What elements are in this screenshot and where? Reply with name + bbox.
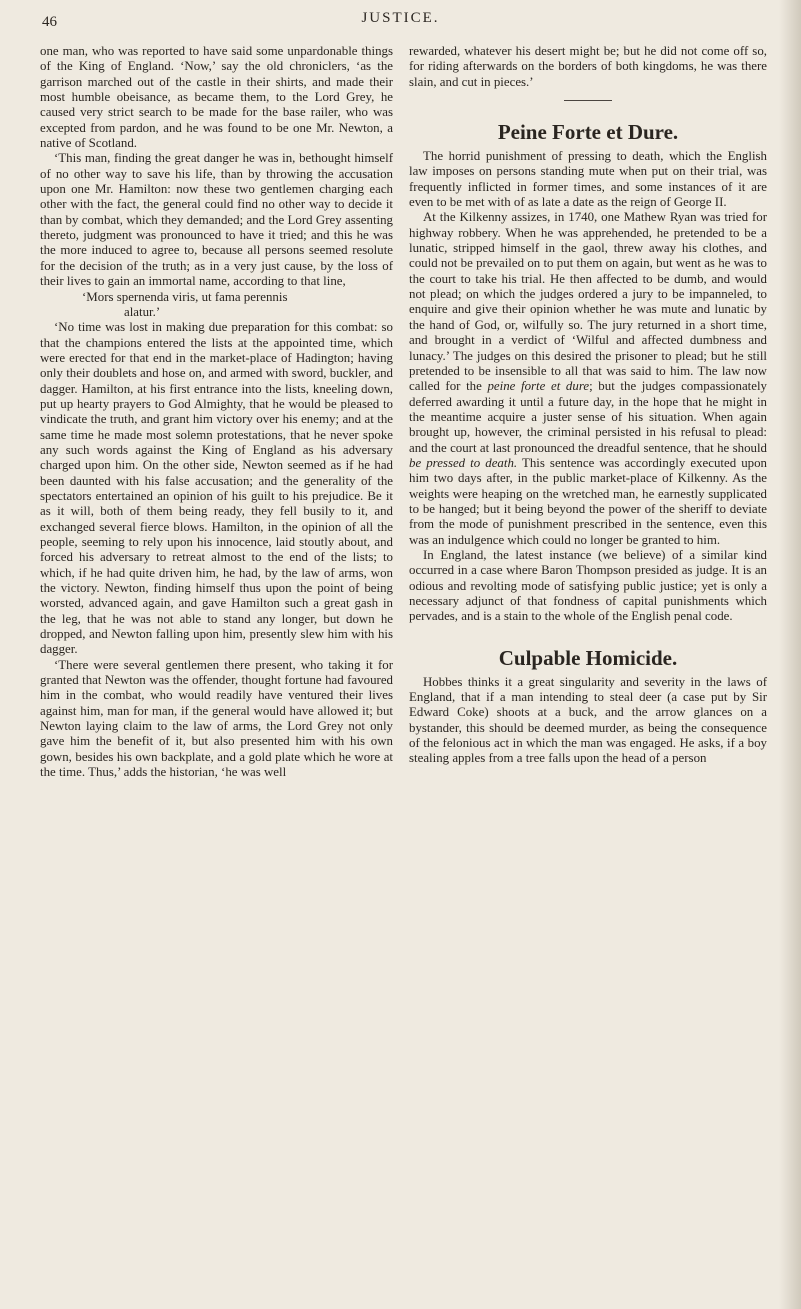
page-edge-shadow	[779, 0, 801, 1309]
left-paragraph-3: ‘No time was lost in making due preparation for this combat: so that the champions entered the lists at the appointed time, which were erected for that end in the market-place of Hadington; having only their doublets and hose on, and armed with sword, buckler, and dagger. Hamilton, at his first entrance into the lists, kneeling down, put up hearty prayers to God Almighty, that he would be pleased to vindicate the truth, and grant him victory over his enemy; and at the same time he made most solemn protestations, that he never spoke any such words against the King of England as his adversary charged upon him. On the other side, Newton seemed as if he had been daunted with his false accusation; and the generality of the spectators entertained an opinion of his guilt to his prejudice. Be it as it will, both of them being ready, they fell busily to it, and exchanged several fierce blows. Hamilton, in the opinion of all the people, seeming to rely upon his innocence, laid stoutly about, and forced his adversary to retreat almost to the end of the lists; to which, if he had quite driven him, he had, by the law of arms, won the victory. Newton, finding himself thus upon the point of being worsted, advanced again, and gave Hamilton such a great gash in the leg, that he was not able to stand any longer, but down he dropped, and Newton falling upon him, presently slew him with his dagger.	[40, 320, 393, 657]
left-paragraph-1: one man, who was reported to have said some unpardonable things of the King of England. ‘Now,’ say the old chroniclers, ‘as the garrison marched out of the castle in their shirts, and made their most humble obeisance, as became them, to the Lord Grey, he caused very strict search to be made for the base railer, who was excepted from pardon, and he was found to be one Mr. Newton, a native of Scotland.	[40, 44, 393, 151]
latin-verse	[40, 290, 393, 321]
peine-paragraph-2	[409, 210, 767, 548]
section-divider	[564, 100, 612, 101]
pressed-to-death-phrase: be pressed to death.	[409, 455, 518, 470]
left-paragraph-4: ‘There were several gentlemen there present, who taking it for granted that Newton was the offender, thought fortune had favoured him in the combat, who would readily have ventured their lives against him, man for man, if the general would have allowed it; but Newton laying claim to the law of arms, the Lord Grey not only gave him the benefit of it, but also presented him with his own gown, besides his own backplate, and a gold plate which he wore at the time. Thus,’ adds the historian, ‘he was well	[40, 657, 393, 780]
peine-paragraph-2-part-c: ; but the judges compassionately deferred awarding it until a future day, in the hope that he might in the meantime acquire a juster sense of his situation. When again brought up, however, the criminal persisted in his refusal to plead: and the court at last pronounced the dreadful sentence, that he should	[409, 379, 768, 455]
section-heading-peine-forte: Peine Forte et Dure.	[497, 120, 679, 145]
peine-paragraph-1: The horrid punishment of pressing to death, which the English law imposes on persons standing mute when put on their trial, was frequently inflicted in former times, and some instances of it are even to be met with of as late a date as the reign of George II.	[409, 149, 767, 210]
running-title: JUSTICE.	[361, 10, 440, 26]
peine-paragraph-3: In England, the latest instance (we believe) of a similar kind occurred in a case where Baron Thompson presided as judge. It is an odious and revolting mode of satisfying public justice; yet is only a necessary adjunct of that fondness of capital punishments which pervades, and is a stain to the whole of the English penal code.	[409, 547, 767, 624]
homicide-paragraph-1: Hobbes thinks it a great singularity and severity in the laws of England, that if a man intending to steal deer (a case put by Sir Edward Coke) shoots at a buck, and the arrow glances on a bystander, this should be deemed murder, as being the consequence of the felonious act in which the man was engaged. He asks, if a boy stealing apples from a tree falls upon the head of a person	[409, 674, 767, 766]
peine-paragraph-2-part-e: This sentence was accordingly executed upon him two days after, in the public market-place of Kilkenny. As the weights were heaping on the wretched man, he earnestly supplicated to be hanged; but it being beyond the power of the sheriff to deviate from the mode of punishment prescribed in the sentence, even this was an indulgence which could no longer be granted to him.	[409, 455, 767, 547]
right-paragraph-1: rewarded, whatever his desert might be; but he did not come off so, for riding afterwards on the borders of both kingdoms, he was there slain, and cut in pieces.’	[409, 44, 767, 89]
peine-paragraph-2-part-a: At the Kilkenny assizes, in 1740, one Mathew Ryan was tried for highway robbery. When he was apprehended, he pretended to be a lunatic, stripped himself in the gaol, threw away his clothes, and could not be prevailed on to put them on again, but went as he was to the court to take his trial. He then affected to be dumb, and would not plead; on which the judges ordered a jury to be impanneled, to enquire and give their opinion whether he was mute and lunatic by the hand of God, or, wilfully so. The jury returned in a short time, and brought in a verdict of ‘Wilful and affected dumbness and lunacy.’ The judges on this desired the prisoner to plead; but he still pretended to be insensible to all that was said to him. The law now called for the	[409, 210, 767, 394]
left-column	[40, 44, 393, 781]
latin-verse-line-1: ‘Mors spernenda viris, ut fama perennis	[82, 289, 288, 304]
right-column	[409, 44, 767, 767]
section-heading-culpable-homicide: Culpable Homicide.	[498, 645, 678, 670]
peine-forte-phrase: peine forte et dure	[487, 379, 590, 394]
latin-verse-line-2: alatur.’	[124, 304, 161, 319]
page-number: 46	[42, 14, 57, 30]
left-paragraph-2: ‘This man, finding the great danger he was in, bethought himself of no other way to save his life, than by throwing the accusation upon one Mr. Hamilton: now these two gentlemen charging each other with the fact, the general could find no other way to decide it than by combat, which they demanded; and the Lord Grey assenting thereto, judgment was pronounced to have it tried; and this he was the more induced to agree to, because all persons seemed resolute for the decision of the truth; as in a very just cause, by the loss of their lives to gain an immortal name, according to that line,	[40, 151, 393, 289]
